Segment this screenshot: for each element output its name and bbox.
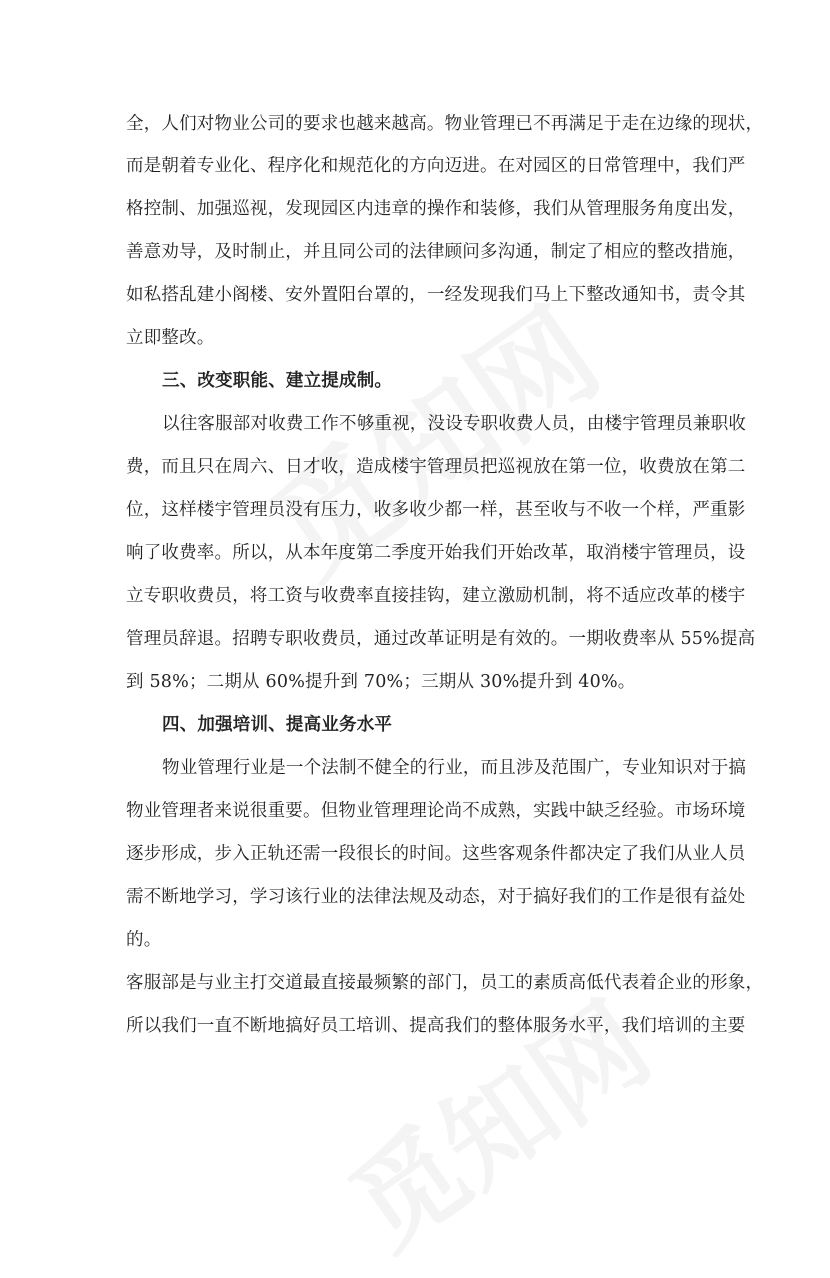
paragraph-line: 费，而且只在周六、日才收，造成楼宇管理员把巡视放在第一位，收费放在第二 bbox=[126, 457, 746, 477]
paragraph-line: 响了收费率。所以，从本年度第二季度开始我们开始改革，取消楼宇管理员，设 bbox=[126, 543, 746, 563]
paragraph-line: 格控制、加强巡视，发现园区内违章的操作和装修，我们从管理服务角度出发， bbox=[126, 199, 746, 219]
paragraph-line: 管理员辞退。招聘专职收费员，通过改革证明是有效的。一期收费率从 55%提高 bbox=[126, 629, 756, 649]
paragraph-line: 所以我们一直不断地搞好员工培训、提高我们的整体服务水平，我们培训的主要 bbox=[126, 1016, 746, 1036]
paragraph-line: 如私搭乱建小阁楼、安外置阳台罩的，一经发现我们马上下整改通知书，责令其 bbox=[126, 285, 746, 305]
paragraph-line: 需不断地学习，学习该行业的法律法规及动态，对于搞好我们的工作是很有益处 bbox=[126, 887, 746, 907]
paragraph-line: 客服部是与业主打交道最直接最频繁的部门，员工的素质高低代表着企业的形象， bbox=[126, 973, 764, 993]
watermark bbox=[315, 960, 676, 1278]
paragraph-line: 善意劝导，及时制止，并且同公司的法律顾问多沟通，制定了相应的整改措施， bbox=[126, 242, 746, 262]
section-heading: 四、加强培训、提高业务水平 bbox=[162, 715, 393, 735]
paragraph-line: 以往客服部对收费工作不够重视，没设专职收费人员，由楼宇管理员兼职收 bbox=[162, 414, 747, 434]
paragraph-line: 的。 bbox=[126, 930, 162, 950]
paragraph-line: 立即整改。 bbox=[126, 328, 215, 348]
paragraph-line: 全，人们对物业公司的要求也越来越高。物业管理已不再满足于走在边缘的现状， bbox=[126, 114, 764, 134]
paragraph-line: 而是朝着专业化、程序化和规范化的方向迈进。在对园区的日常管理中，我们严 bbox=[126, 156, 746, 176]
paragraph-line: 物业管理者来说很重要。但物业管理理论尚不成熟，实践中缺乏经验。市场环境 bbox=[126, 801, 746, 821]
paragraph-line: 逐步形成，步入正轨还需一段很长的时间。这些客观条件都决定了我们从业人员 bbox=[126, 844, 746, 864]
paragraph-line: 立专职收费员，将工资与收费率直接挂钩，建立激励机制，将不适应改革的楼宇 bbox=[126, 586, 746, 606]
section-heading: 三、改变职能、建立提成制。 bbox=[162, 371, 393, 391]
paragraph-line: 位，这样楼宇管理员没有压力，收多收少都一样，甚至收与不收一个样，严重影 bbox=[126, 500, 746, 520]
paragraph-line: 物业管理行业是一个法制不健全的行业，而且涉及范围广，专业知识对于搞 bbox=[162, 758, 747, 778]
paragraph-line: 到 58%；二期从 60%提升到 70%；三期从 30%提升到 40%。 bbox=[126, 672, 636, 692]
